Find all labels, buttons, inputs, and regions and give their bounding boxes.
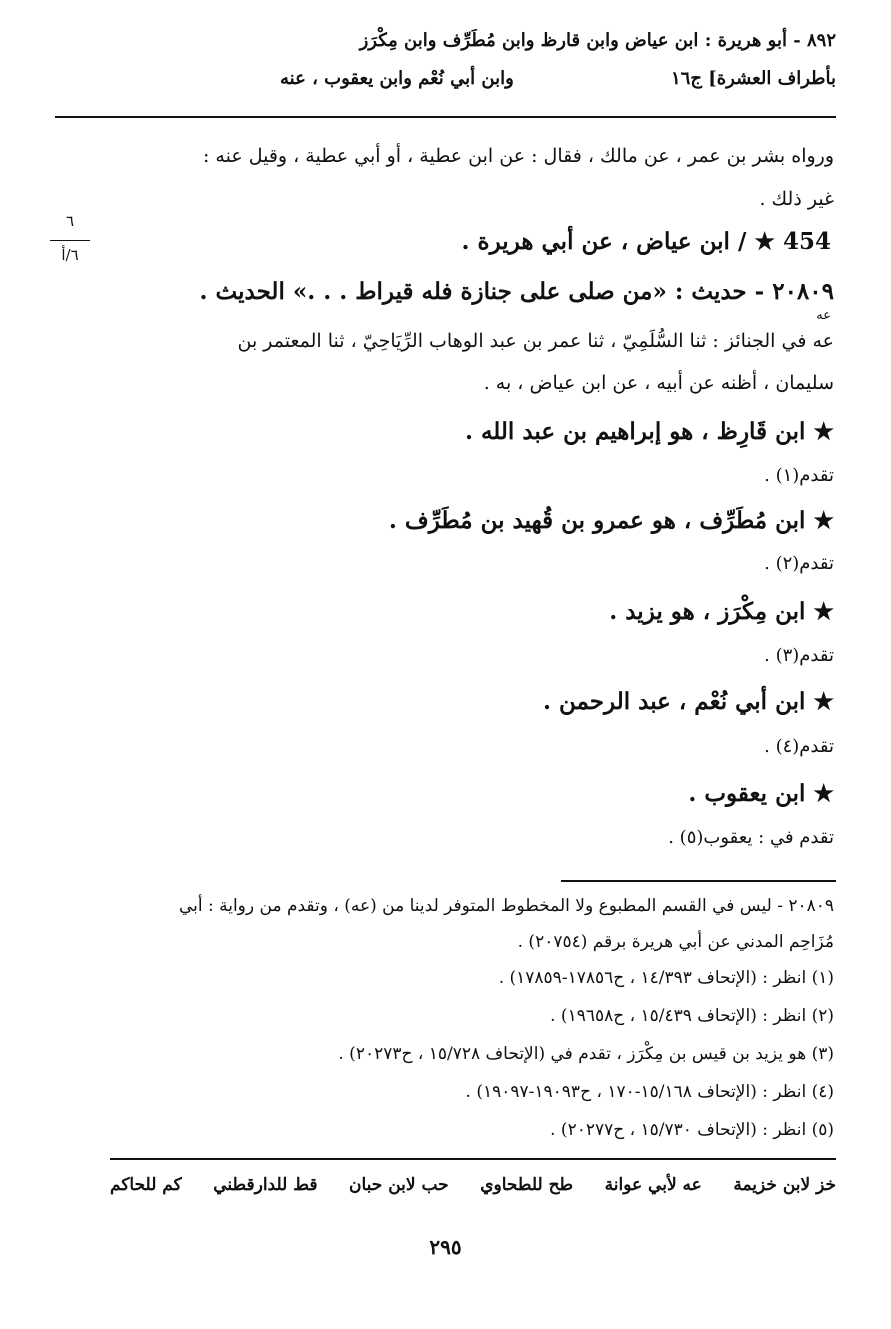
margin-note-rule xyxy=(50,240,90,241)
abbreviation-bar xyxy=(110,1175,836,1195)
entry-heading: 454 ★ / ابن عياض ، عن أبي هريرة . xyxy=(461,228,831,255)
narrator-entry: ★ ابن مِكْرَز ، هو يزيد . xyxy=(609,598,834,625)
footnote-main: ٢٠٨٠٩ - ليس في القسم المطبوع ولا المخطوط المتوفر لدينا من (عه) ، وتقدم من رواية : أبي xyxy=(178,896,834,916)
abbreviation-item: عه لأبي عوانة xyxy=(604,1175,702,1195)
hadith-heading: ٢٠٨٠٩ - حديث : «من صلى على جنازة فله قيراط . . .» الحديث . xyxy=(199,278,834,305)
narrator-entry: ★ ابن مُطَرِّف ، هو عمرو بن قُهيد بن مُطَرِّف . xyxy=(388,507,834,534)
abbreviation-item: حب لابن حبان xyxy=(348,1175,449,1195)
header-rule xyxy=(55,116,836,118)
abbreviation-item: خز لابن خزيمة xyxy=(733,1175,836,1195)
isnad-line: سليمان ، أظنه عن أبيه ، عن ابن عياض ، به . xyxy=(483,372,834,394)
hadith-marker: عه xyxy=(816,308,831,323)
abbreviation-rule xyxy=(110,1158,836,1160)
paragraph-line: ورواه بشر بن عمر ، عن مالك ، فقال : عن ابن عطية ، أو أبي عطية ، وقيل عنه : xyxy=(202,145,834,167)
footnote-3: (٣) هو يزيد بن قيس بن مِكْرَز ، تقدم في (الإتحاف ١٥/٧٢٨ ، ح٢٠٢٧٣) . xyxy=(338,1044,834,1064)
footnote-5: (٥) انظر : (الإتحاف ١٥/٧٣٠ ، ح٢٠٢٧٧) . xyxy=(550,1120,834,1140)
abbreviation-item: طح للطحاوي xyxy=(480,1175,574,1195)
narrator-reference: تقدم(١) . xyxy=(764,465,834,486)
narrator-reference: تقدم(٣) . xyxy=(764,645,834,666)
margin-note-top: ٦ xyxy=(65,212,75,230)
narrator-reference: تقدم(٤) . xyxy=(764,736,834,757)
running-header-volume: بأطراف العشرة] ج١٦ xyxy=(670,68,836,89)
abbreviation-item: كم للحاكم xyxy=(110,1175,182,1195)
running-header-line2: وابن أبي نُعْم وابن يعقوب ، عنه xyxy=(280,68,514,89)
running-header-line1: ٨٩٢ - أبو هريرة : ابن عياض وابن قارظ وابن مُطَرِّف وابن مِكْرَز xyxy=(359,30,836,51)
isnad-line: عه في الجنائز : ثنا السُّلَمِيّ ، ثنا عمر بن عبد الوهاب الرِّيَاحِيّ ، ثنا المعتمر بن xyxy=(237,330,834,352)
narrator-entry: ★ ابن أبي نُعْم ، عبد الرحمن . xyxy=(542,688,834,715)
footnote-2: (٢) انظر : (الإتحاف ١٥/٤٣٩ ، ح١٩٦٥٨) . xyxy=(550,1006,834,1026)
margin-note-bottom: ٦/أ xyxy=(61,246,79,264)
page-number: ٢٩٥ xyxy=(429,1235,462,1259)
narrator-entry: ★ ابن قَارِظ ، هو إبراهيم بن عبد الله . xyxy=(464,418,834,445)
narrator-reference: تقدم(٢) . xyxy=(764,553,834,574)
footnote-main: مُزَاحِم المدني عن أبي هريرة برقم (٢٠٧٥٤) . xyxy=(517,932,834,952)
footnote-1: (١) انظر : (الإتحاف ١٤/٣٩٣ ، ح١٧٨٥٦-١٧٨٥٩) . xyxy=(498,968,834,988)
narrator-entry: ★ ابن يعقوب . xyxy=(688,780,834,807)
footnote-4: (٤) انظر : (الإتحاف ١٥/١٦٨-١٧٠ ، ح١٩٠٩٣-١٩٠٩٧) . xyxy=(465,1082,834,1102)
abbreviation-item: قط للدارقطني xyxy=(213,1175,318,1195)
footnote-rule xyxy=(561,880,836,882)
narrator-reference: تقدم في : يعقوب(٥) . xyxy=(668,827,834,848)
paragraph-line: غير ذلك . xyxy=(759,188,834,210)
